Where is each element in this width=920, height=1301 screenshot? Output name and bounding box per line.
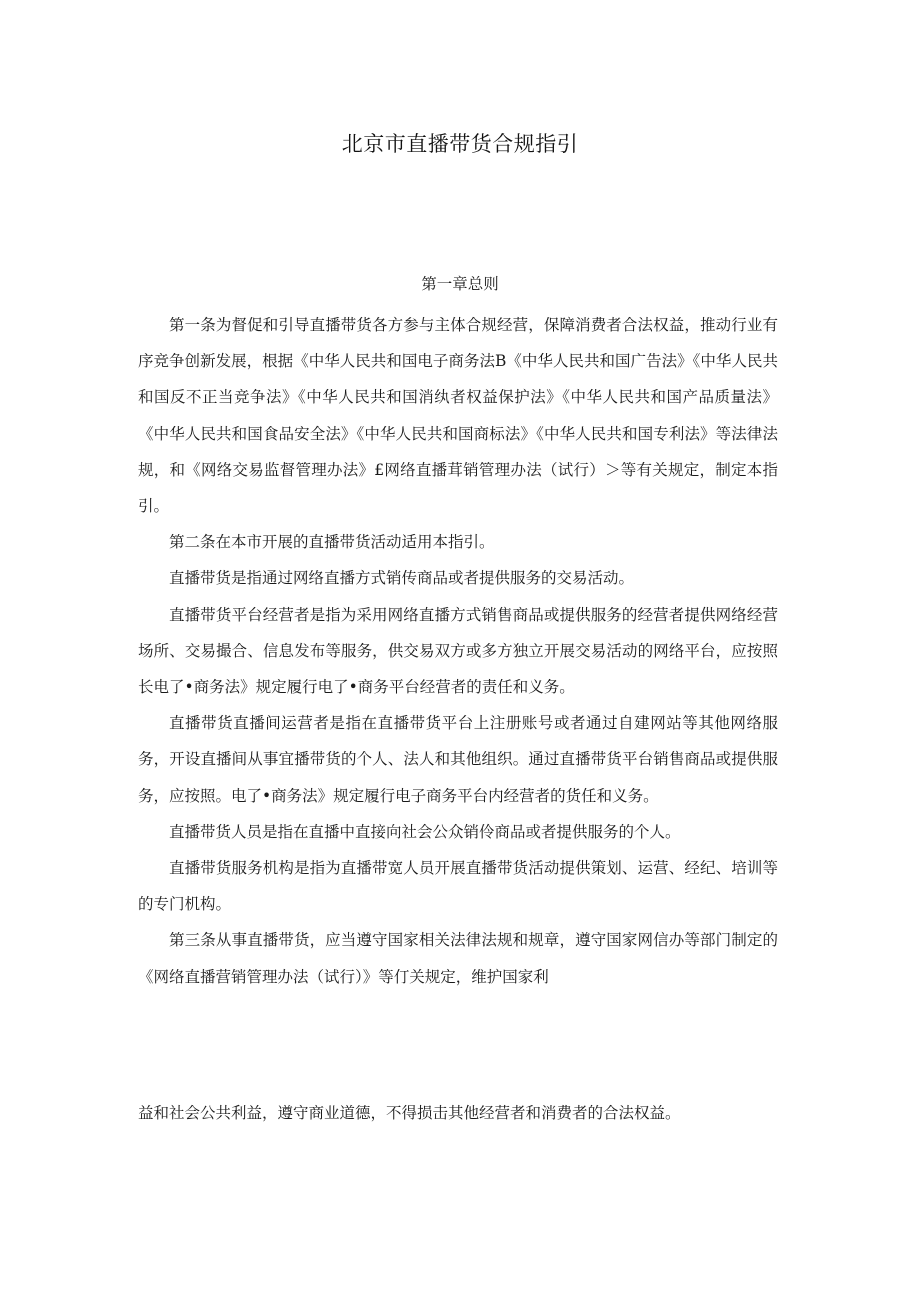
paragraph-live-commerce-personnel: 直播带货人员是指在直播中直接向社会公众销伶商品或者提供服务的个人。 <box>169 822 681 841</box>
paragraph-platform-operator: 直播带货平台经营者是指为采用网络直播方式销售商品或提供服务的经营者提供网络经营场所、交易撮合、信息发布等服务，供交易双方或多方独立开展交易活动的网络平台，应按照长电了•商务法》规定履行电了•商务平台经营者的责任和义务。 <box>138 605 778 697</box>
document-title: 北京市直播带货合规指引 <box>341 132 579 156</box>
paragraph-article-3-continued: 益和社会公共利益，遵守商业道德，不得损击其他经营者和消费者的合法权益。 <box>138 1104 681 1122</box>
paragraph-article-3: 第三条从事直播带货，应当遵守国家相关法律法规和规章，遵守国家网信办等部门制定的《网络直播营销管理办法（试行）》等仃关规定，维护国家利 <box>138 931 778 986</box>
paragraph-article-2: 第二条在本市开展的直播带货活动适用本指引。 <box>169 533 495 552</box>
paragraph-service-agency: 直播带货服务机构是指为直播带宽人员开展直播带货活动提供策划、运营、经纪、培训等的专门机构。 <box>138 859 778 914</box>
page-continuation <box>138 1095 778 1131</box>
document-body <box>138 307 778 995</box>
paragraph-live-room-operator: 直播带货直播间运营者是指在直播带货平台上注册账号或者通过自建网站等其他网络服务，开设直播间从事宜播带货的个人、法人和其他组织。通过直播带货平台销售商品或提供服务，应按照。电了•商务法》规定履行电子商务平台内经营者的货任和义务。 <box>138 714 778 805</box>
paragraph-article-1: 第一条为督促和引导直播带货各方参与主体合规经营，保障消费者合法权益，推动行业有序竞争创新发展，根据《中华人民共和国电子商务法B《中华人民共和国广告法》《中华人民共和国反不正当竞争法》《中华人民共和国消纨者权益保护法》《中华人民共和国产品质量法》《中华人民共和国食品安全法》《中华人民共和国商标法》《中华人民共和国专利法》等法律法规，和《网络交易监督管理办法》£网络直播茸销管理办法（试行）＞等有关规定，制定本指引。 <box>138 316 778 516</box>
paragraph-live-commerce-definition: 直播带货是指通过网络直播方式销传商品或者提供服务的交易活动。 <box>169 569 635 588</box>
chapter-heading: 第一章总则 <box>421 275 499 293</box>
